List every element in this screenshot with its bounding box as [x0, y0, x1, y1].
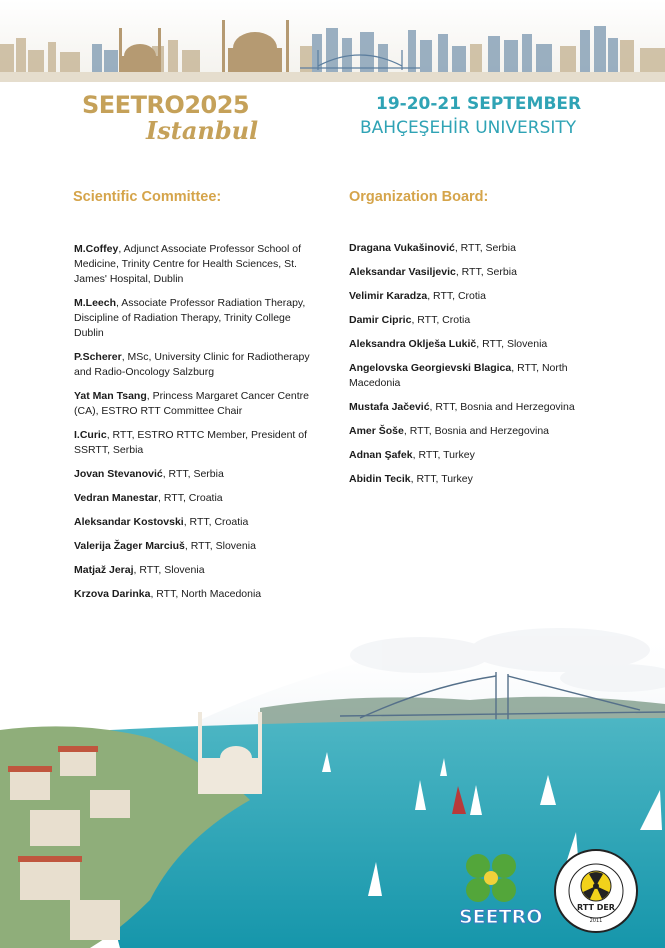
logo-year: 2025: [184, 91, 250, 119]
organization-board-member: [349, 448, 589, 463]
member-details: , RTT, North Macedonia: [150, 588, 262, 600]
member-name: M.Coffey: [74, 243, 119, 255]
member-details: , RTT, Crotia: [411, 314, 471, 326]
member-name: Amer Šoše: [349, 425, 404, 437]
scientific-committee-member: [74, 467, 314, 482]
member-name: Velimir Karadza: [349, 290, 428, 302]
member-details: , RTT, Bosnia and Herzegovina: [403, 425, 549, 437]
member-name: Matjaž Jeraj: [74, 564, 134, 576]
member-details: , Princess Margaret Cancer Centre (CA), ESTRO RTT Committee Chair: [74, 390, 309, 417]
member-details: , RTT, Croatia: [183, 516, 249, 528]
organization-board-list: [349, 241, 589, 496]
scientific-committee-member: [74, 428, 314, 458]
member-details: , RTT, Turkey: [412, 449, 475, 461]
member-name: Krzova Darinka: [74, 588, 151, 600]
member-details: , RTT, Crotia: [427, 290, 486, 302]
organization-board-member: [349, 337, 589, 352]
member-name: Aleksandar Kostovski: [74, 516, 184, 528]
member-details: , Adjunct Associate Professor School of Medicine, Trinity Centre for Health Sciences, St. James' Hospital, Dublin: [74, 243, 302, 285]
seetro-wordmark: SEETRO: [459, 906, 543, 928]
scientific-committee-member: [74, 563, 314, 578]
scientific-committee-member: [74, 296, 314, 341]
member-name: P.Scherer: [74, 351, 122, 363]
member-name: Jovan Stevanović: [74, 468, 163, 480]
member-details: , RTT, Serbia: [454, 242, 516, 254]
scientific-committee-member: [74, 350, 314, 380]
member-name: I.Curic: [74, 429, 107, 441]
rtt-der-badge: [553, 848, 639, 934]
organization-board-member: [349, 289, 589, 304]
scientific-committee-member: [74, 389, 314, 419]
member-details: , MSc, University Clinic for Radiotherapy and Radio-Oncology Salzburg: [74, 351, 310, 378]
organization-board-member: [349, 472, 589, 487]
seetro-2025-logo: [82, 92, 258, 144]
member-name: Abidin Tecik: [349, 473, 411, 485]
member-name: Adnan Şafek: [349, 449, 413, 461]
organization-board-title: Organization Board:: [349, 189, 489, 205]
organization-board-member: [349, 400, 589, 415]
scientific-committee-member: [74, 242, 314, 287]
member-details: , RTT, North Macedonia: [349, 362, 568, 389]
scientific-committee-member: [74, 539, 314, 554]
member-details: , Associate Professor Radiation Therapy, Discipline of Radiation Therapy, Trinity College Dublin: [74, 297, 306, 339]
member-details: , RTT, Serbia: [162, 468, 224, 480]
member-name: Yat Man Tsang: [74, 390, 147, 402]
istanbul-skyline-banner: [0, 0, 665, 82]
member-name: Aleksandra Oklješa Lukič: [349, 338, 477, 350]
member-name: Damir Cipric: [349, 314, 412, 326]
member-details: , RTT, Slovenia: [133, 564, 205, 576]
organization-board-member: [349, 424, 589, 439]
logo-city: Istanbul: [146, 116, 259, 145]
organization-board-member: [349, 241, 589, 256]
member-details: , RTT, Bosnia and Herzegovina: [429, 401, 575, 413]
member-details: , RTT, Slovenia: [476, 338, 548, 350]
member-details: , RTT, ESTRO RTTC Member, President of SSRTT, Serbia: [74, 429, 308, 456]
member-name: M.Leech: [74, 297, 117, 309]
member-details: , RTT, Turkey: [410, 473, 473, 485]
member-details: , RTT, Croatia: [158, 492, 223, 504]
scientific-committee-member: [74, 515, 314, 530]
rtt-der-year: 2011: [589, 918, 603, 924]
member-name: Angelovska Georgievski Blagica: [349, 362, 512, 374]
organization-board-member: [349, 313, 589, 328]
member-name: Dragana Vukašinović: [349, 242, 455, 254]
member-name: Mustafa Jačević: [349, 401, 430, 413]
event-venue: BAHÇEŞEHİR UNIVERSITY: [360, 118, 577, 138]
scientific-committee-member: [74, 491, 314, 506]
logo-brand: SEETRO: [82, 91, 185, 119]
member-name: Aleksandar Vasiljevic: [349, 266, 456, 278]
member-name: Valerija Žager Marciuš: [74, 540, 185, 552]
scientific-committee-title: Scientific Committee:: [73, 189, 222, 205]
event-dates: 19-20-21 SEPTEMBER: [376, 94, 582, 114]
organization-board-member: [349, 361, 589, 391]
member-details: , RTT, Serbia: [455, 266, 517, 278]
rtt-der-label: RTT DER: [577, 903, 615, 912]
member-details: , RTT, Slovenia: [184, 540, 256, 552]
member-name: Vedran Manestar: [74, 492, 159, 504]
organization-board-member: [349, 265, 589, 280]
